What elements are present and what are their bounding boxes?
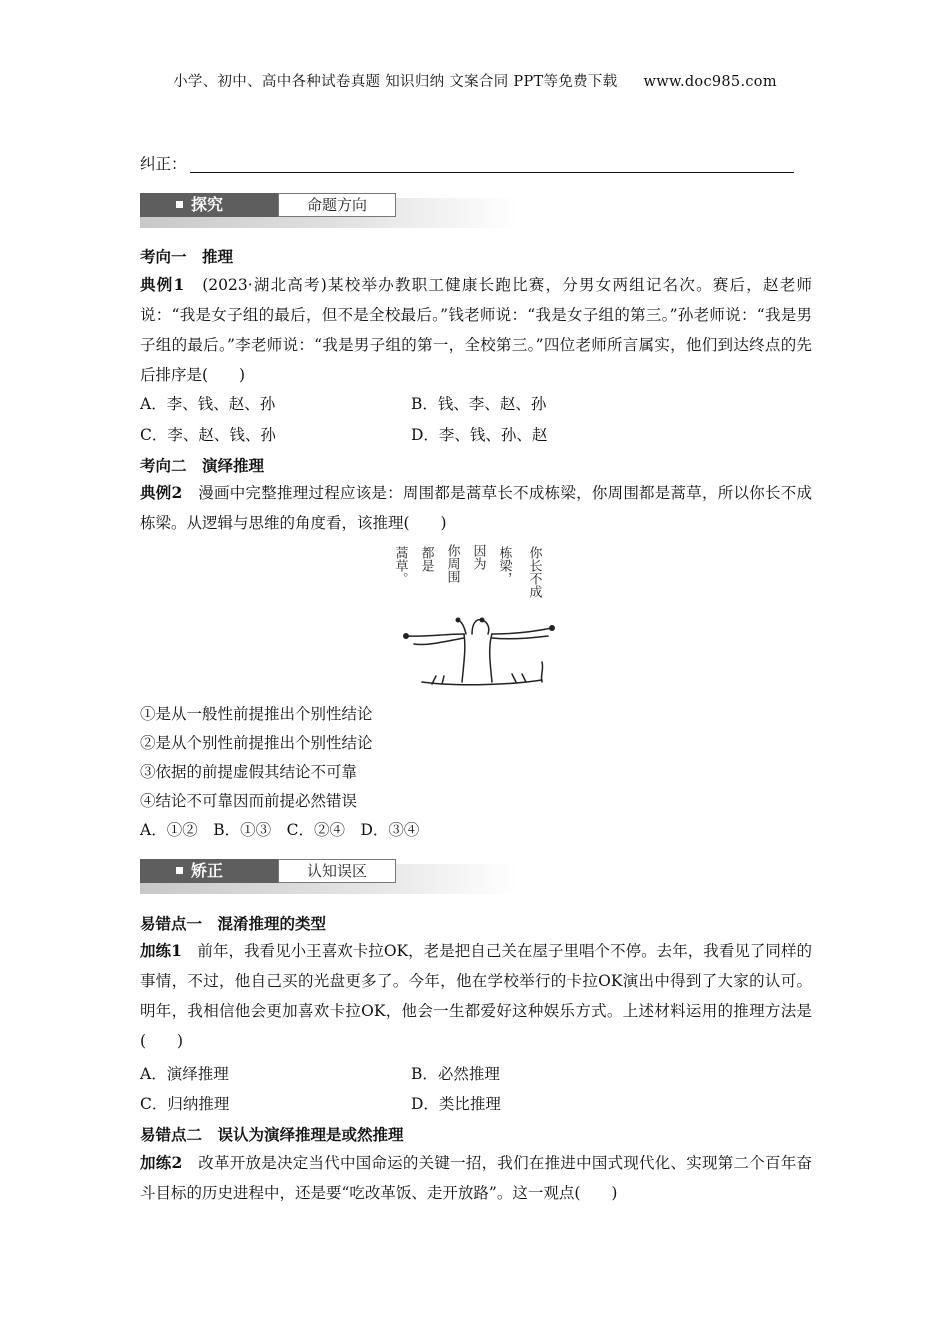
cartoon-text: 你周围 xyxy=(444,544,460,583)
example-1-option-b: B．钱、李、赵、孙 xyxy=(411,395,547,413)
trunk-right xyxy=(490,634,492,682)
drill-1-option-b: B．必然推理 xyxy=(411,1065,500,1083)
error-point-2-title: 易错点二 误认为演绎推理是或然推理 xyxy=(140,1125,404,1144)
drill-2-label: 加练2 xyxy=(140,1153,183,1172)
example-2 xyxy=(140,478,812,538)
trunk-left xyxy=(462,634,465,682)
statement-1: ①是从一般性前提推出个别性结论 xyxy=(140,705,373,723)
direction-1-title: 考向一 推理 xyxy=(140,247,234,266)
page-header xyxy=(0,70,950,91)
ground-line xyxy=(422,680,542,685)
correction-blank-line[interactable] xyxy=(190,172,794,173)
correction-label: 纠正： xyxy=(140,155,187,173)
statement-4: ④结论不可靠因而前提必然错误 xyxy=(140,792,358,810)
branch-left xyxy=(406,634,464,636)
example-2-text: 漫画中完整推理过程应该是：周围都是蒿草长不成栋梁，你周围都是蒿草，所以你长不成栋梁。从逻辑与思维的角度看，该推理( ) xyxy=(140,484,812,532)
example-1-option-d: D．李、钱、孙、赵 xyxy=(411,426,548,444)
drill-1-option-d: D．类比推理 xyxy=(411,1095,501,1113)
example-2-label: 典例2 xyxy=(140,483,183,502)
example-2-options: A．①② B．①③ C．②④ D．③④ xyxy=(140,821,420,839)
banner-tag: 探究 xyxy=(140,193,278,217)
banner-tag: 矫正 xyxy=(140,859,278,883)
cartoon-text: 你长不成 xyxy=(526,546,542,598)
cartoon-text: 因为 xyxy=(470,544,486,570)
square-bullet-icon xyxy=(176,201,183,208)
section-banner-correct xyxy=(140,856,518,898)
example-1-option-c: C．李、赵、钱、孙 xyxy=(140,426,276,444)
header-text: 小学、初中、高中各种试卷真题 知识归纳 文案合同 PPT等免费下载 xyxy=(173,74,618,90)
statement-3: ③依据的前提虚假其结论不可靠 xyxy=(140,763,358,781)
cartoon-text: 蒿草。 xyxy=(392,546,408,585)
tree-cartoon xyxy=(392,542,564,692)
drill-1-text: 前年，我看见小王喜欢卡拉OK，老是把自己关在屋子里唱个不停。去年，我看见了同样的事情，不过，他自己买的光盘更多了。今年，他在学校举行的卡拉OK演出中得到了大家的认可。明年，我相信他会更加喜欢卡拉OK，他会一生都爱好这种娱乐方式。上述材料运用的推理方法是( ) xyxy=(140,942,812,1050)
drill-1 xyxy=(140,936,812,1056)
branch-right xyxy=(492,628,552,634)
section-banner-explore xyxy=(140,190,518,232)
cartoon-text: 栋梁， xyxy=(496,546,512,585)
drill-1-option-c: C．归纳推理 xyxy=(140,1095,230,1113)
banner-subtitle: 命题方向 xyxy=(278,193,396,217)
example-1-text: (2023·湖北高考)某校举办教职工健康长跑比赛，分男女两组记名次。赛后，赵老师说：“我是女子组的最后，但不是全校最后。”钱老师说：“我是女子组的第三。”孙老师说：“我是男子组的最后。”李老师说：“我是男子组的第一，全校第三。”四位老师所言属实，他们到达终点的先后排序是( ) xyxy=(140,276,812,384)
drill-1-option-a: A．演绎推理 xyxy=(140,1065,229,1083)
statement-2: ②是从个别性前提推出个别性结论 xyxy=(140,734,373,752)
error-point-1-title: 易错点一 混淆推理的类型 xyxy=(140,914,327,933)
direction-2-title: 考向二 演绎推理 xyxy=(140,456,265,475)
example-1-label: 典例1 xyxy=(140,275,185,294)
drill-2 xyxy=(140,1148,812,1208)
cartoon-text: 都是 xyxy=(418,546,434,572)
drill-2-text: 改革开放是决定当代中国命运的关键一招，我们在推进中国式现代化、实现第二个百年奋斗目标的历史进程中，还是要“吃改革饭、走开放路”。这一观点( ) xyxy=(140,1154,812,1202)
square-bullet-icon xyxy=(176,867,183,874)
drill-1-label: 加练1 xyxy=(140,941,182,960)
example-1-option-a: A．李、钱、赵、孙 xyxy=(140,395,276,413)
banner-subtitle: 认知误区 xyxy=(278,859,396,883)
example-1 xyxy=(140,270,812,390)
header-url[interactable]: www.doc985.com xyxy=(643,74,777,90)
